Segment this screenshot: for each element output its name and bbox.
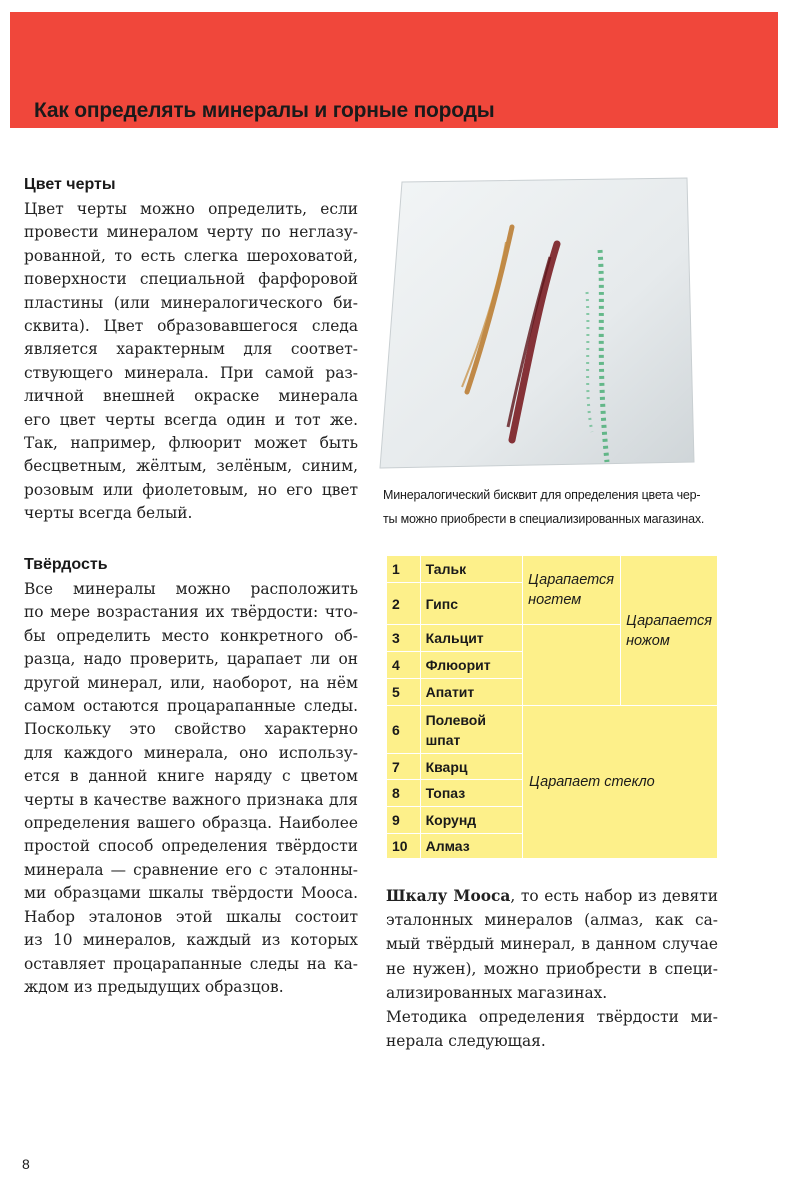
row-number: 1 [387, 556, 421, 583]
streak-text-line: является характерным для соответ- [24, 340, 358, 359]
hardness-paragraph [24, 578, 358, 999]
hardness-text-line: разца, надо проверить, царапает ли он [24, 650, 358, 669]
mohs-lines [386, 908, 718, 1005]
hardness-heading: Твёрдость [24, 556, 108, 573]
streak-text-line: личной внешней окраске минерала [24, 387, 358, 406]
streak-text-line: его цвет черты всегда один и тот же. [24, 410, 358, 429]
hardness-text-line: бы определить место конкретного об- [24, 626, 358, 645]
mineral-name: Полевой шпат [420, 706, 523, 754]
streak-plate-photo [372, 172, 714, 472]
hardness-text-line: простой способ определения твёрдости [24, 837, 358, 856]
hardness-text-line: минерала — сравнение его с эталонны- [24, 860, 358, 879]
streak-text-line: сквита). Цвет образовавшегося следа [24, 317, 358, 336]
streak-text-line: черты всегда белый. [24, 504, 193, 523]
knife-scratch-label [621, 556, 718, 706]
method-lines [386, 1005, 718, 1053]
streak-text-line: Так, например, флюорит может быть [24, 434, 358, 453]
nail-scratch-text: Царапается ногтем [528, 572, 615, 608]
chapter-header-bar [10, 12, 778, 128]
glass-scratch-label: Царапает стекло [523, 706, 718, 859]
page-number: 8 [22, 1156, 30, 1172]
hardness-text-line: Набор эталонов этой шкалы состоит [24, 907, 358, 926]
mineral-name: Кварц [420, 754, 523, 780]
hardness-text-line: Поскольку это свойство характерно [24, 720, 358, 739]
knife-scratch-text: Царапается ножом [626, 612, 712, 649]
row-number: 10 [387, 834, 421, 859]
mohs-text-line: мый твёрдый минерал, в данном случае [386, 935, 718, 954]
hardness-text-line: черты в качестве важного признака для [24, 790, 358, 809]
empty-cell [523, 625, 621, 706]
method-text-line: нерала следующая. [386, 1032, 546, 1051]
streak-text-line: пластины (или минералогического би- [24, 293, 358, 312]
mineral-name: Апатит [420, 679, 523, 706]
row-number: 3 [387, 625, 421, 652]
hardness-text-line: ется в данной книге наряду с цветом [24, 767, 358, 786]
table-row [387, 556, 718, 583]
hardness-text-line: Все минералы можно расположить [24, 580, 358, 598]
mineral-name: Гипс [420, 583, 523, 625]
streak-plate-image [372, 172, 714, 472]
hardness-text-line: ми образцами шкалы твёрдости Мооса. [24, 884, 358, 903]
row-number: 4 [387, 652, 421, 679]
table-row [387, 706, 718, 754]
streak-text-line: рованной, то есть слегка шероховатой, [24, 246, 358, 265]
hardness-text-line: определения вашего образца. Наиболее [24, 814, 358, 833]
caption-line: ты можно приобрести в специализированных магазинах. [383, 512, 705, 526]
mohs-first-line-rest: , то есть набор из девяти [510, 887, 718, 905]
streak-text-line: розовым или фиолетовым, но его цвет [24, 480, 358, 499]
streak-text-line: провести минералом черту по неглазу- [24, 223, 358, 242]
row-number: 9 [387, 807, 421, 834]
row-number: 7 [387, 754, 421, 780]
row-number: 8 [387, 780, 421, 807]
mohs-scale-paragraph [386, 884, 718, 1053]
method-text-line: Методика определения твёрдости ми- [386, 1008, 718, 1027]
streak-text-line: Цвет черты можно определить, если [24, 200, 358, 218]
mohs-text-line: ализированных магазинах. [386, 983, 608, 1002]
mineral-name: Корунд [420, 807, 523, 834]
mineral-name: Топаз [420, 780, 523, 807]
mohs-scale-term: Шкалу Мооса [386, 887, 511, 905]
mineral-name: Тальк [420, 556, 523, 583]
streak-text-line: поверхности специальной фарфоровой [24, 270, 358, 289]
streak-text-line: ствующего минерала. При самой раз- [24, 363, 358, 382]
mineral-name: Кальцит [420, 625, 523, 652]
row-number: 5 [387, 679, 421, 706]
chapter-title: Как определять минералы и горные породы [34, 99, 495, 122]
nail-scratch-label [523, 556, 621, 625]
hardness-text-line: по мере возрастания их твёрдости: что- [24, 603, 358, 622]
hardness-text-line: самом остаются процарапанные следы. [24, 697, 358, 716]
mohs-first-line [386, 884, 718, 908]
hardness-text-line: другой минерал, или, наоборот, на нём [24, 673, 358, 692]
streak-text-line: бесцветным, жёлтым, зелёным, синим, [24, 457, 358, 476]
mohs-text-line: не нужен), можно приобрести в специ- [386, 959, 718, 978]
hardness-text-line: из 10 минералов, каждый из которых [24, 931, 358, 950]
mohs-hardness-table [386, 555, 718, 859]
mineral-name: Алмаз [420, 834, 523, 859]
hardness-text-line: оставляет процарапанные следы на ка- [24, 954, 358, 973]
streak-paragraph [24, 198, 358, 526]
mohs-text-line: эталонных минералов (алмаз, как са- [386, 911, 718, 930]
streak-heading: Цвет черты [24, 176, 116, 193]
photo-caption [383, 483, 723, 531]
caption-line: Минералогический бисквит для определения цвета чер- [383, 488, 701, 502]
hardness-text-line: ждом из предыдущих образцов. [24, 977, 284, 996]
row-number: 2 [387, 583, 421, 625]
row-number: 6 [387, 706, 421, 754]
hardness-text-line: для каждого минерала, оно использу- [24, 743, 358, 762]
mineral-name: Флюорит [420, 652, 523, 679]
